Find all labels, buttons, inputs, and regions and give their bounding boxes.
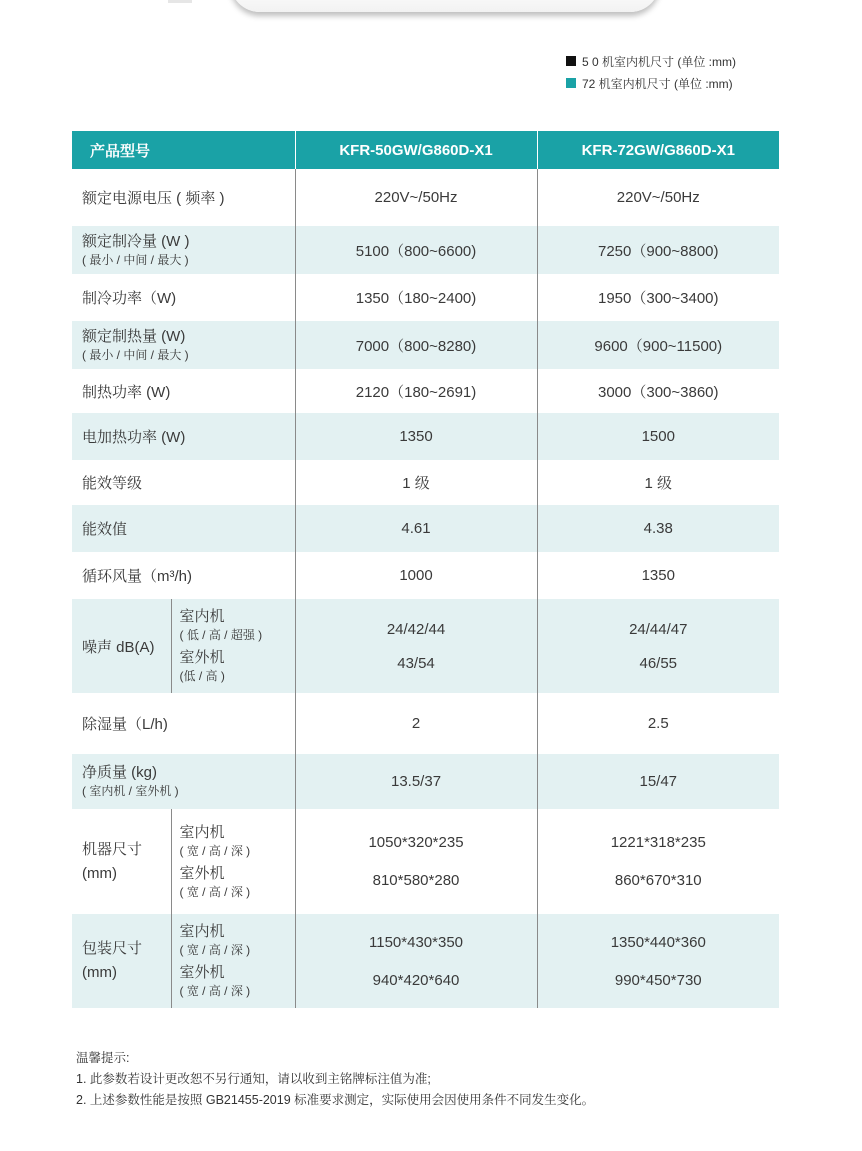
product-image-edge [230,0,660,12]
header-model: 产品型号 [72,131,295,169]
table-row [72,369,779,413]
row-label [72,226,295,274]
cell-value [537,809,779,914]
row-label-sub: ( 最小 / 中间 / 最大 ) [82,252,189,267]
row-label: 除湿量（L/h) [82,716,168,733]
row-sublabels [171,914,295,1008]
indoor-label: 室内机 [179,608,225,625]
table-row [72,552,779,599]
table-row [72,413,779,460]
table-header-row [72,131,779,169]
outdoor-label: 室外机 [179,649,225,666]
row-label: 额定电源电压 ( 频率 ) [82,190,225,207]
table-row [72,226,779,274]
row-label [72,754,295,809]
cell-value: 2 [295,693,537,754]
value-outdoor: 46/55 [639,654,678,672]
table-row [72,599,779,693]
value-outdoor: 43/54 [397,654,435,672]
cell-value [295,809,537,914]
cell-value: 15/47 [537,754,779,809]
value-indoor: 1221*318*235 [610,834,706,851]
row-label-text: 净质量 (kg) [82,764,158,781]
indoor-sub: ( 低 / 高 / 超强 ) [179,628,263,642]
outdoor-label: 室外机 [179,864,225,882]
row-label: 制热功率 (W) [82,383,171,401]
row-label: 循环风量（m³/h) [82,568,192,585]
cell-value: 7250（900~8800) [537,226,779,274]
legend-item-50 [566,50,736,72]
cell-value: 1 级 [295,460,537,505]
cell-value: 1350（180~2400) [295,274,537,321]
row-label: 制冷功率（W) [82,290,177,307]
row-label [72,914,171,1008]
indoor-label: 室内机 [179,923,225,940]
row-label [72,809,171,914]
spec-table [72,131,779,1008]
value-indoor: 1350*440*360 [610,933,706,951]
cell-value: 1 级 [537,460,779,505]
teal-swatch-icon [566,78,576,88]
notes [76,1048,594,1111]
table-row [72,321,779,369]
row-sublabels [171,809,295,914]
decorative-mark [168,0,192,3]
outdoor-sub: ( 宽 / 高 / 深 ) [179,884,251,899]
indoor-label: 室内机 [179,823,225,841]
cell-value [537,914,779,1008]
value-indoor: 24/44/47 [629,620,688,638]
row-label-sub: ( 最小 / 中间 / 最大 ) [82,347,189,362]
cell-value: 220V~/50Hz [537,169,779,226]
cell-value: 1950（300~3400) [537,274,779,321]
notes-line-1: 1. 此参数若设计更改恕不另行通知，请以收到主铭牌标注值为准; [76,1072,431,1086]
cell-value: 5100（800~6600) [295,226,537,274]
table-row [72,914,779,1008]
cell-value: 1500 [537,413,779,460]
cell-value: 2120（180~2691) [295,369,537,413]
header-col-72: KFR-72GW/G860D-X1 [537,131,779,169]
cell-value: 1350 [537,552,779,599]
value-indoor: 1150*430*350 [369,933,463,951]
legend-label: 5 0 机室内机尺寸 (单位 :mm) [582,54,737,69]
value-indoor: 24/42/44 [386,620,446,638]
row-label: 能效等级 [82,475,143,492]
outdoor-sub: (低 / 高 ) [179,669,225,683]
row-label: 噪声 dB(A) [72,599,171,693]
outdoor-label: 室外机 [179,964,225,981]
notes-line-2: 2. 上述参数性能是按照 GB21455-2019 标准要求测定，实际使用会因使用条件不同发生变化。 [76,1093,595,1107]
table-row [72,460,779,505]
table-row [72,169,779,226]
row-label-sub: ( 室内机 / 室外机 ) [82,784,179,798]
cell-value: 13.5/37 [295,754,537,809]
table-row [72,505,779,552]
row-label [72,321,295,369]
row-label: 电加热功率 (W) [72,413,295,460]
table-row [72,754,779,809]
cell-value: 1000 [295,552,537,599]
header-col-50: KFR-50GW/G860D-X1 [295,131,537,169]
row-label: 能效值 [72,505,295,552]
legend [566,50,736,94]
cell-value: 9600（900~11500) [537,321,779,369]
value-outdoor: 940*420*640 [372,971,460,989]
table-row [72,693,779,754]
row-label-text: 包装尺寸 [82,940,143,957]
value-outdoor: 810*580*280 [372,872,460,889]
cell-value: 4.38 [537,505,779,552]
cell-value: 2.5 [537,693,779,754]
black-swatch-icon [566,56,576,66]
cell-value: 1350 [295,413,537,460]
table-row [72,809,779,914]
row-label-unit: (mm) [82,864,117,882]
legend-label: 72 机室内机尺寸 (单位 :mm) [582,76,733,91]
cell-value: 3000（300~3860) [537,369,779,413]
indoor-sub: ( 宽 / 高 / 深 ) [179,943,251,957]
cell-value: 4.61 [295,505,537,552]
outdoor-sub: ( 宽 / 高 / 深 ) [179,984,251,998]
value-outdoor: 990*450*730 [614,971,702,989]
value-indoor: 1050*320*235 [368,834,464,851]
indoor-sub: ( 宽 / 高 / 深 ) [179,843,251,858]
value-outdoor: 860*670*310 [614,872,702,889]
cell-value [537,599,779,693]
notes-title: 温馨提示: [76,1051,130,1065]
row-label-unit: (mm) [82,964,117,981]
cell-value: 220V~/50Hz [295,169,537,226]
table-row [72,274,779,321]
row-sublabels [171,599,295,693]
legend-item-72 [566,72,736,94]
cell-value [295,599,537,693]
row-label-text: 额定制热量 (W) [82,327,186,345]
row-label-text: 机器尺寸 [82,840,143,858]
cell-value: 7000（800~8280) [295,321,537,369]
row-label-text: 额定制冷量 (W ) [82,232,190,250]
cell-value [295,914,537,1008]
